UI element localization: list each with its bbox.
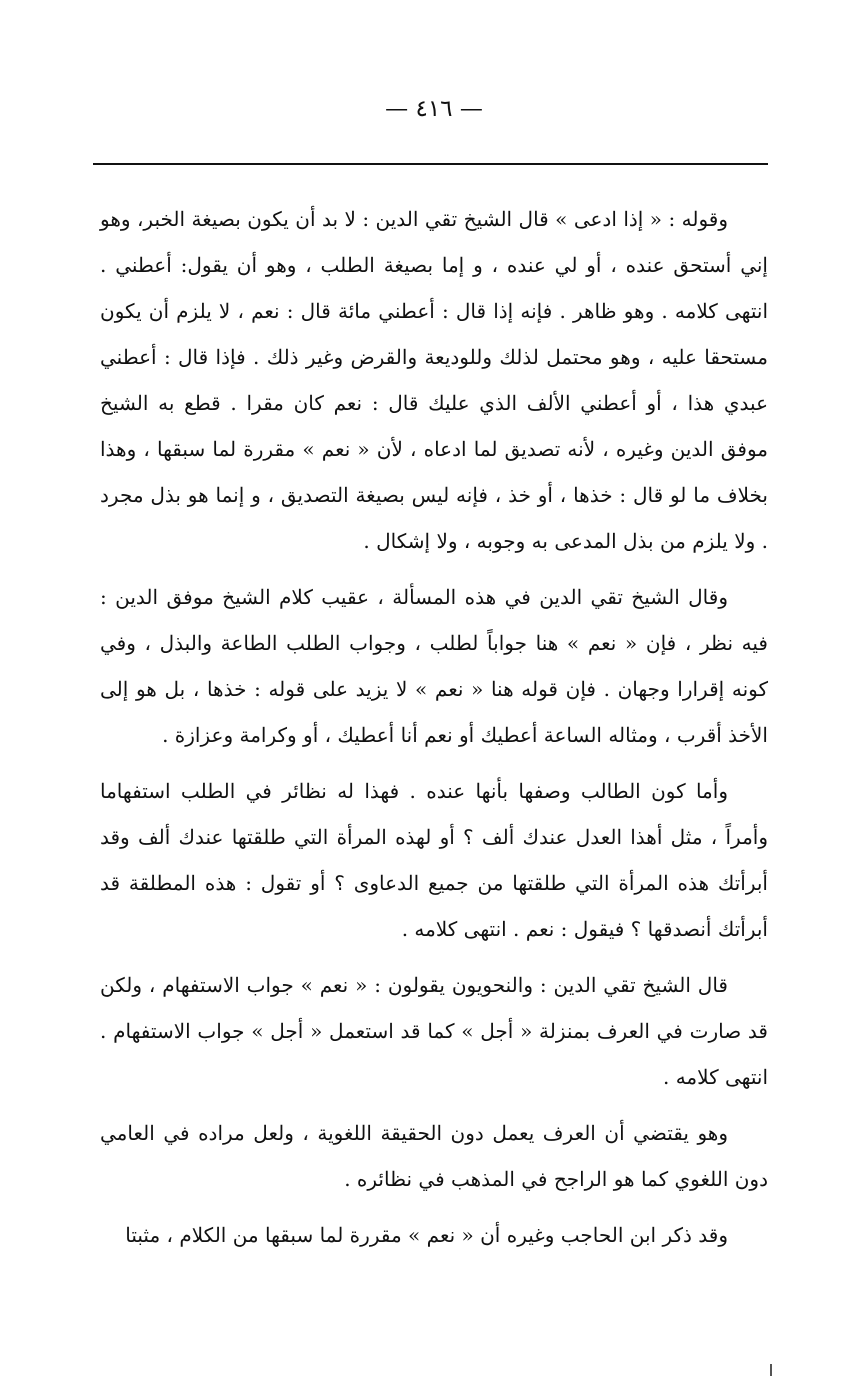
body-text [100,196,768,1268]
margin-mark [770,1364,772,1376]
page-number: — ٤١٦ — [385,96,483,122]
paragraph-4: قال الشيخ تقي الدين : والنحويون يقولون : « نعم » جواب الاستفهام ، ولكن قد صارت في العرف بمنزلة « أجل » كما قد استعمل « أجل » جواب الاستفهام . انتهى كلامه . [100,973,768,1089]
paragraph-6: وقد ذكر ابن الحاجب وغيره أن « نعم » مقررة لما سبقها من الكلام ، مثبتا [125,1223,728,1247]
paragraph-3: وأما كون الطالب وصفها بأنها عنده . فهذا له نظائر في الطلب استفهاما وأمراً ، مثل أهذا العدل عندك ألف ؟ أو لهذه المرأة التي طلقتها عندك ألف وقد أبرأتك هذه المرأة التي طلقتها من جميع الدعاوى ؟ أو تقول : هذه المطلقة قد أبرأتك أنصدقها ؟ فيقول : نعم . انتهى كلامه . [100,779,768,941]
paragraph-2: وقال الشيخ تقي الدين في هذه المسألة ، عقيب كلام الشيخ موفق الدين : فيه نظر ، فإن « نعم » هنا جواباً لطلب ، وجواب الطلب الطاعة والبذل ، وفي كونه إقرارا وجهان . فإن قوله هنا « نعم » لا يزيد على قوله : خذها ، بل هو إلى الأخذ أقرب ، ومثاله الساعة أعطيك أو نعم أنا أعطيك ، أو وكرامة وعزازة . [100,585,768,747]
paragraph-5: وهو يقتضي أن العرف يعمل دون الحقيقة اللغوية ، ولعل مراده في العامي دون اللغوي كما هو الراجح في المذهب في نظائره . [100,1121,768,1191]
header-rule [93,163,768,165]
paragraph-1: وقوله : « إذا ادعى » قال الشيخ تقي الدين : لا بد أن يكون بصيغة الخبر، وهو إني أستحق عنده ، أو لي عنده ، و إما بصيغة الطلب ، وهو أن يقول: أعطني . انتهى كلامه . وهو ظاهر . فإنه إذا قال : أعطني مائة قال : نعم ، لا يلزم أن يكون مستحقا عليه ، وهو محتمل لذلك وللوديعة والقرض وغير ذلك . فإذا قال : أعطني عبدي هذا ، أو أعطني الألف الذي عليك قال : نعم كان مقرا . قطع به الشيخ موفق الدين وغيره ، لأنه تصديق لما ادعاه ، لأن « نعم » مقررة لما سبقها ، وهذا بخلاف ما لو قال : خذها ، أو خذ ، فإنه ليس بصيغة التصديق ، و إنما هو بذل مجرد . ولا يلزم من بذل المدعى به وجوبه ، ولا إشكال . [100,207,768,553]
